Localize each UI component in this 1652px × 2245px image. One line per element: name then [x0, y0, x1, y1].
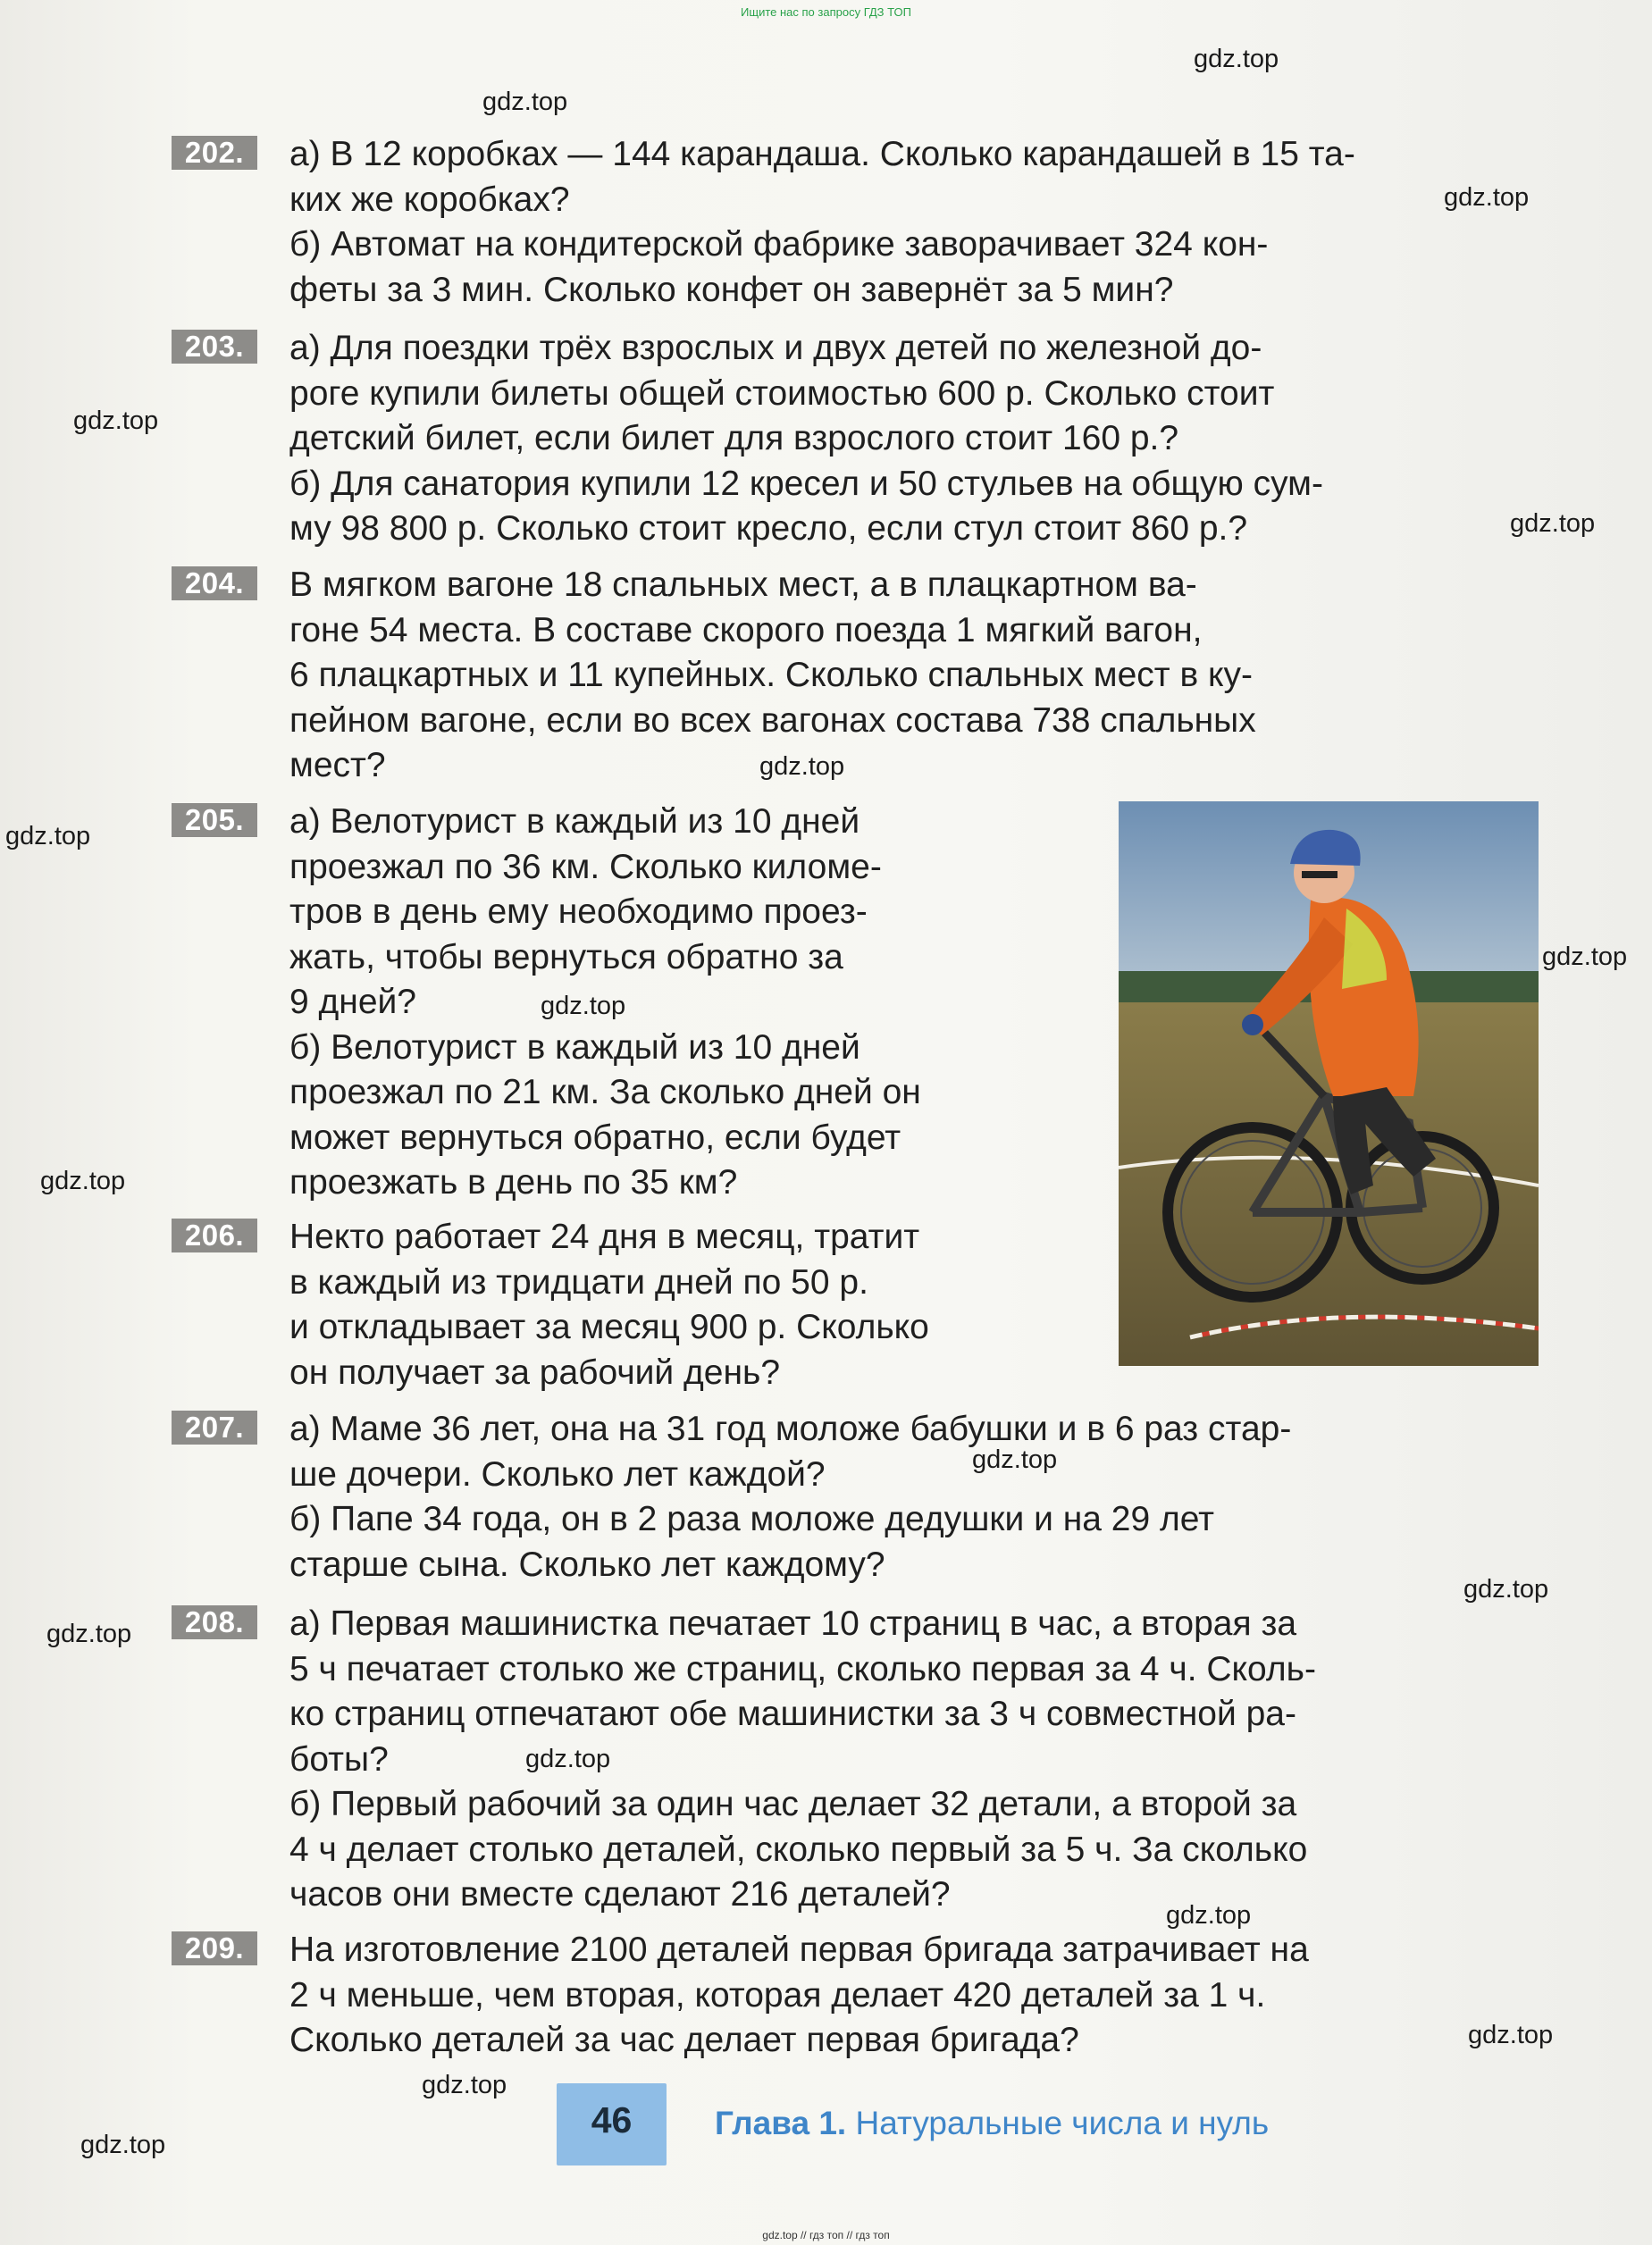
- problem-number-badge: 202.: [172, 136, 257, 170]
- problem-number-badge: 205.: [172, 803, 257, 837]
- watermark: gdz.top: [972, 1445, 1058, 1474]
- text-line: а) В 12 коробках — 144 карандаша. Сколько карандашей в 15 та-: [289, 135, 1355, 173]
- watermark: gdz.top: [46, 1620, 132, 1648]
- problem-text: [289, 1215, 1060, 1395]
- problem-text: [289, 1602, 1652, 1918]
- watermark: gdz.top: [1166, 1901, 1252, 1930]
- cyclist-photo: [1119, 801, 1539, 1366]
- text-line: б) Для санатория купили 12 кресел и 50 стульев на общую сум-: [289, 464, 1323, 503]
- problem-text: [289, 132, 1652, 313]
- watermark: gdz.top: [422, 2071, 507, 2099]
- text-line: 5 ч печатает столько же страниц, сколько первая за 4 ч. Сколь-: [289, 1649, 1316, 1688]
- text-line: часов они вместе сделают 216 деталей?: [289, 1875, 951, 1914]
- text-line: жать, чтобы вернуться обратно за: [289, 937, 843, 976]
- watermark: gdz.top: [80, 2131, 166, 2159]
- watermark: gdz.top: [525, 1745, 611, 1773]
- text-line: гоне 54 места. В составе скорого поезда 1 мягкий вагон,: [289, 610, 1203, 649]
- text-line: пейном вагоне, если во всех вагонах состава 738 спальных: [289, 700, 1256, 740]
- problem-number-badge: 203.: [172, 330, 257, 364]
- text-line: мест?: [289, 746, 386, 784]
- watermark: gdz.top: [482, 88, 568, 116]
- watermark: gdz.top: [1194, 45, 1279, 73]
- watermark: gdz.top: [5, 822, 91, 850]
- text-line: ше дочери. Сколько лет каждой?: [289, 1454, 826, 1494]
- text-line: роге купили билеты общей стоимостью 600 р. Сколько стоит: [289, 373, 1275, 413]
- cyclist-illustration: [1119, 801, 1539, 1366]
- chapter-label: Глава 1.: [715, 2105, 847, 2141]
- text-line: тров в день ему необходимо проез-: [289, 892, 868, 931]
- watermark: gdz.top: [1510, 509, 1596, 538]
- text-line: проезжать в день по 35 км?: [289, 1163, 738, 1202]
- watermark: gdz.top: [1542, 942, 1628, 971]
- problem-number-badge: 206.: [172, 1219, 257, 1252]
- text-line: проезжал по 36 км. Сколько киломе-: [289, 847, 882, 886]
- text-line: феты за 3 мин. Сколько конфет он завернёт за 5 мин?: [289, 270, 1174, 309]
- text-line: а) Для поездки трёх взрослых и двух детей по железной до-: [289, 329, 1262, 367]
- text-line: детский билет, если билет для взрослого стоит 160 р.?: [289, 419, 1179, 457]
- text-line: и откладывает за месяц 900 р. Сколько: [289, 1308, 929, 1346]
- text-line: му 98 800 р. Сколько стоит кресло, если стул стоит 860 р.?: [289, 509, 1248, 548]
- problem-number-badge: 208.: [172, 1605, 257, 1639]
- text-line: в каждый из тридцати дней по 50 р.: [289, 1262, 868, 1302]
- chapter-footer: [715, 2105, 1269, 2142]
- watermark: gdz.top: [73, 406, 159, 435]
- problem-text: [289, 1407, 1652, 1587]
- problem-number-badge: 207.: [172, 1411, 257, 1445]
- problem-number-badge: 209.: [172, 1931, 257, 1965]
- text-line: ко страниц отпечатают обе машинистки за 3 ч совместной ра-: [289, 1695, 1296, 1733]
- text-line: старше сына. Сколько лет каждому?: [289, 1545, 885, 1584]
- text-line: проезжал по 21 км. За сколько дней он: [289, 1073, 921, 1111]
- watermark: gdz.top: [1468, 2021, 1554, 2049]
- text-line: 4 ч делает столько деталей, сколько первый за 5 ч. За сколько: [289, 1830, 1308, 1869]
- text-line: б) Папе 34 года, он в 2 раза моложе дедушки и на 29 лет: [289, 1500, 1214, 1538]
- watermark: gdz.top: [40, 1167, 126, 1195]
- text-line: На изготовление 2100 деталей первая бригада затрачивает на: [289, 1931, 1309, 1969]
- chapter-title: Натуральные числа и нуль: [855, 2105, 1270, 2141]
- problem-text: [289, 1928, 1652, 2064]
- text-line: боты?: [289, 1739, 389, 1779]
- page-number: 46: [591, 2099, 633, 2140]
- footer-note: gdz.top // гдз топ // гдз топ: [762, 2229, 890, 2241]
- problem-number-badge: 204.: [172, 566, 257, 600]
- text-line: а) Велотурист в каждый из 10 дней: [289, 802, 860, 841]
- text-line: В мягком вагоне 18 спальных мест, а в плацкартном ва-: [289, 565, 1197, 604]
- problem-text: [289, 800, 1060, 1206]
- text-line: Некто работает 24 дня в месяц, тратит: [289, 1218, 920, 1256]
- text-line: б) Автомат на кондитерской фабрике заворачивает 324 кон-: [289, 225, 1269, 264]
- text-line: а) Маме 36 лет, она на 31 год моложе бабушки и в 6 раз стар-: [289, 1410, 1292, 1448]
- text-line: а) Первая машинистка печатает 10 страниц в час, а вторая за: [289, 1604, 1297, 1643]
- text-line: б) Велотурист в каждый из 10 дней: [289, 1027, 860, 1067]
- text-line: Сколько деталей за час делает первая бригада?: [289, 2021, 1079, 2059]
- watermark: gdz.top: [759, 752, 845, 781]
- text-line: 2 ч меньше, чем вторая, которая делает 420 деталей за 1 ч.: [289, 1975, 1266, 2015]
- watermark: gdz.top: [1444, 183, 1530, 212]
- text-line: он получает за рабочий день?: [289, 1353, 781, 1392]
- text-line: ких же коробках?: [289, 180, 570, 219]
- text-line: может вернуться обратно, если будет: [289, 1118, 901, 1157]
- text-line: б) Первый рабочий за один час делает 32 детали, а второй за: [289, 1785, 1297, 1823]
- text-line: 9 дней?: [289, 983, 416, 1021]
- problem-text: [289, 563, 1652, 789]
- watermark: gdz.top: [1463, 1575, 1549, 1604]
- problem-text: [289, 326, 1652, 552]
- watermark: gdz.top: [541, 992, 626, 1020]
- text-line: 6 плацкартных и 11 купейных. Сколько спальных мест в ку-: [289, 656, 1254, 694]
- header-note: Ищите нас по запросу ГДЗ ТОП: [741, 5, 911, 19]
